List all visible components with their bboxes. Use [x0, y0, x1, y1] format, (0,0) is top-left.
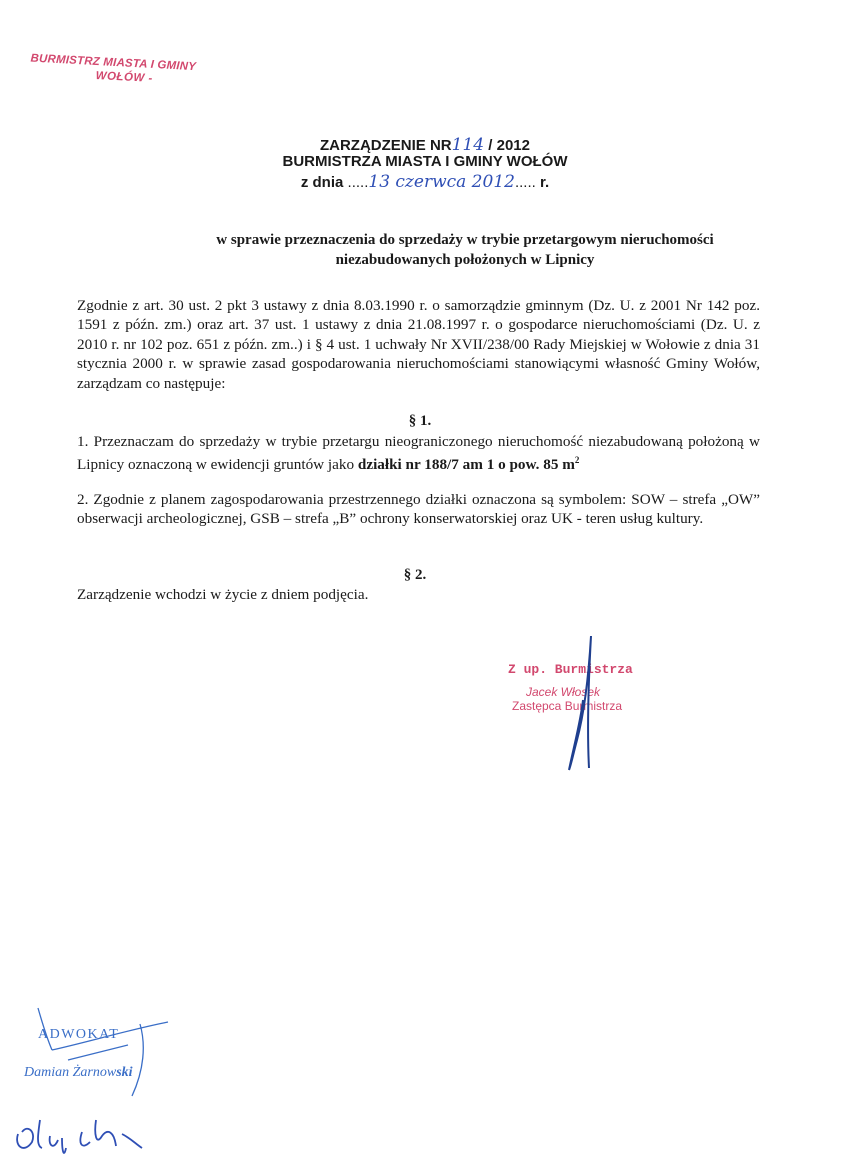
section-1-point-2: 2. Zgodnie z planem zagospodarowania przestrzennego działki oznaczona są symbolem: SOW – strefa „OW” obserwacji archeologicznej, GSB – strefa „B” ochrony konserwatorskiej oraz UK - teren usług kultury.: [77, 491, 760, 528]
handwritten-date: 13 czerwca 2012: [368, 172, 515, 192]
signature-stamp-authority: Z up. Burmistrza: [508, 662, 633, 677]
advocate-signature-stroke: [28, 1000, 188, 1105]
handwritten-number: 114: [451, 135, 485, 155]
section-2-text: Zarządzenie wchodzi w życie z dniem podjęcia.: [77, 586, 369, 603]
document-title: ZARZĄDZENIE NR114 / 2012: [319, 135, 530, 155]
office-stamp: [29, 53, 240, 90]
document-subject: w sprawie przeznaczenia do sprzedaży w trybie przetargowym nieruchomości niezabudowanych położonych w Lipnicy: [216, 232, 714, 268]
signature-stamp-title: Zastępca Burmistrza: [512, 699, 623, 713]
advocate-name: Damian Żarnowski: [24, 1065, 133, 1080]
initials-signature: [12, 1112, 152, 1160]
signature-stamp-name: Jacek Włosek: [526, 685, 601, 699]
legal-basis-paragraph: Zgodnie z art. 30 ust. 2 pkt 3 ustawy z dnia 8.03.1990 r. o samorządzie gminnym (Dz. U. z 2001 Nr 142 poz. 1591 z późn. zm.) oraz art. 37 ust. 1 ustawy z dnia 21.08.1997 r. o gospodarce nieruchomościami (Dz. U. z 2010 r. nr 102 poz. 651 z późn. zm..) i § 4 ust. 1 uchwały Nr XVII/238/00 Rady Miejskiej w Wołowie z dnia 31 stycznia 2000 r. w sprawie zasad gospodarowania nieruchomościami stanowiącymi własność Gminy Wołów, zarządzam co następuje:: [77, 297, 760, 392]
document-date: z dnia .....13 czerwca 2012..... r.: [300, 172, 550, 192]
office-stamp-line2: WOŁÓW -: [95, 69, 154, 85]
office-stamp-line1: BURMISTRZ MIASTA I GMINY: [30, 52, 197, 74]
section-1-point-1: 1. Przeznaczam do sprzedaży w trybie przetargu nieograniczonego nieruchomość niezabudowaną położoną w Lipnicy oznaczoną w ewidencji gruntów jako działki nr 188/7 am 1 o pow. 85 $m^2$: [77, 433, 760, 474]
handwritten-signature: [555, 630, 605, 780]
section-2-heading: § 2.: [403, 567, 427, 583]
section-1-heading: § 1.: [408, 413, 432, 429]
document-issuer: BURMISTRZA MIASTA I GMINY WOŁÓW: [282, 153, 568, 170]
advocate-title: ADWOKAT: [38, 1027, 120, 1042]
